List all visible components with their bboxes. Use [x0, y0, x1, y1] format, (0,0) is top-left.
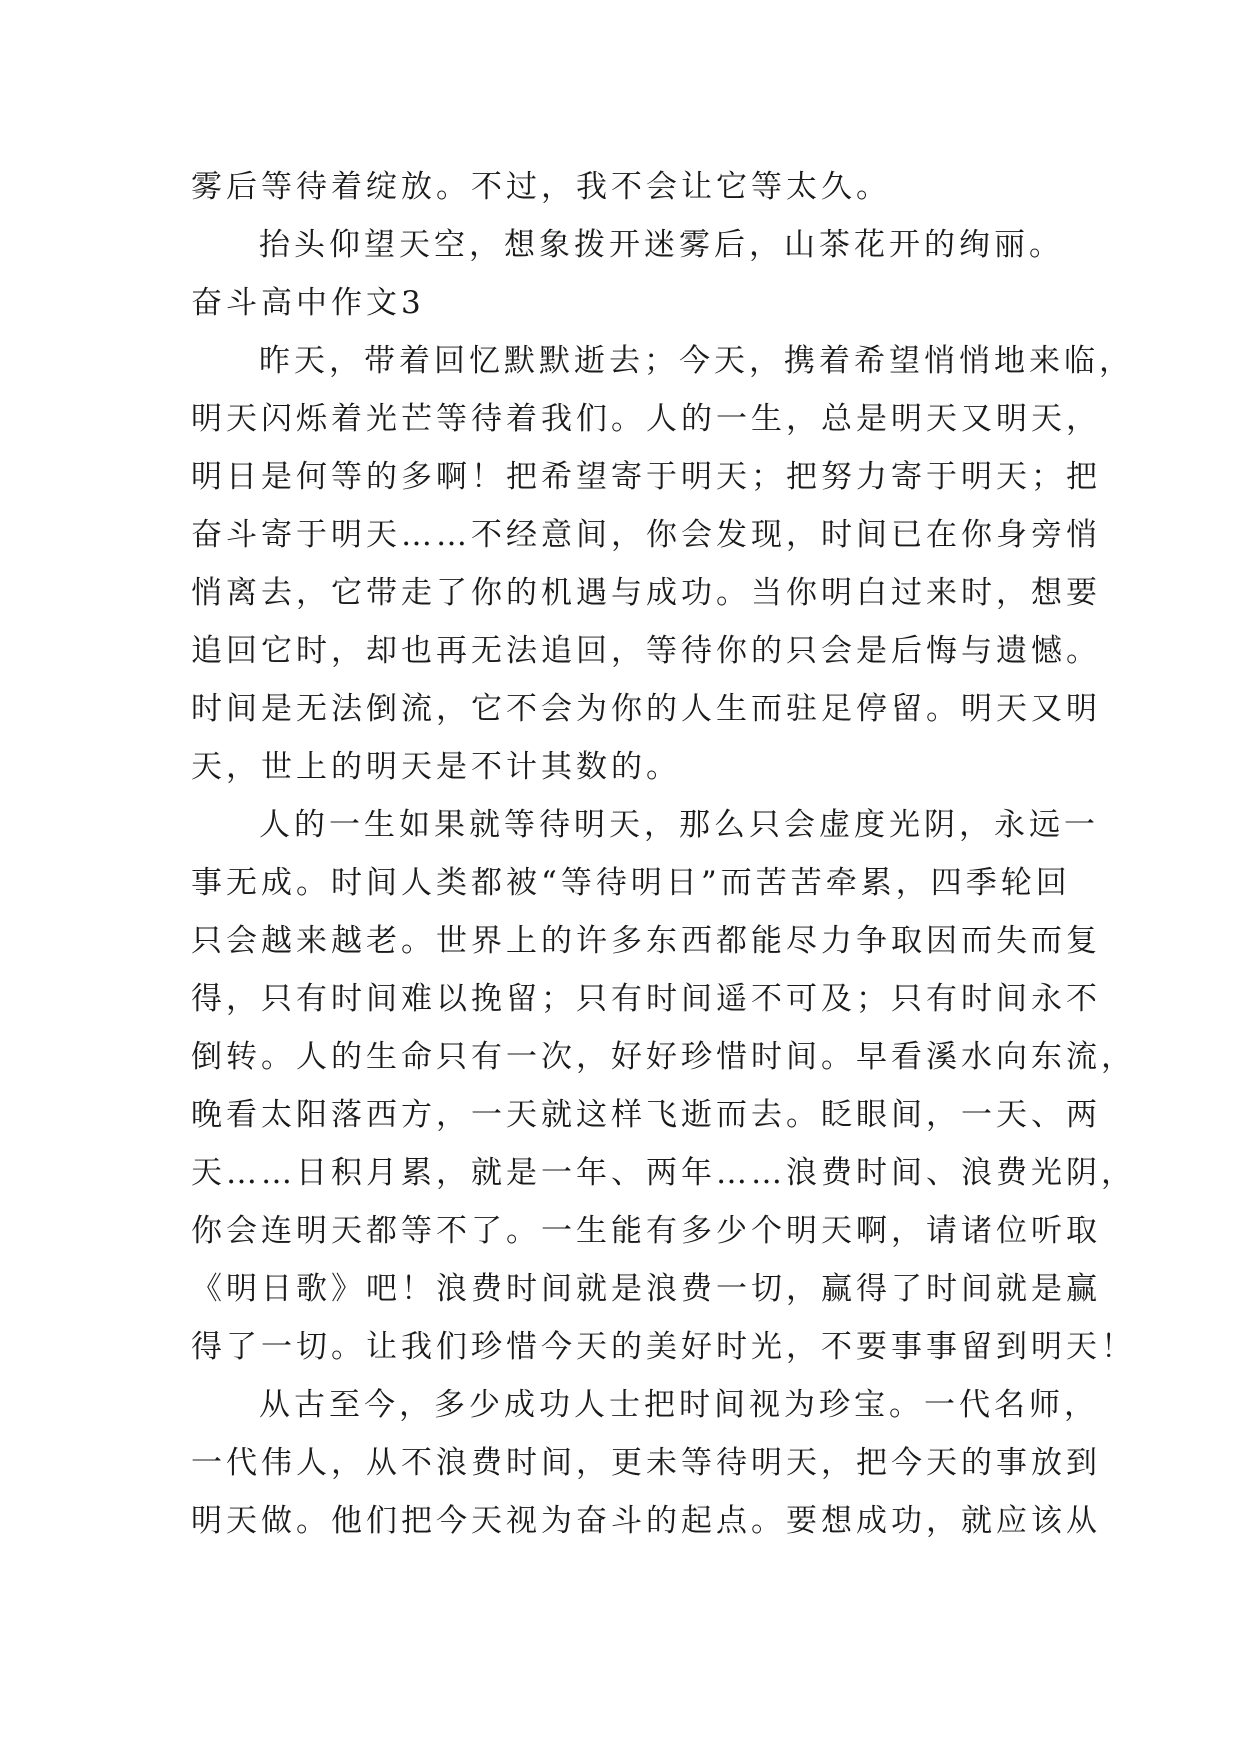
heading-text: 奋斗高中作文3: [191, 285, 425, 321]
text-line: 《明日歌》吧！浪费时间就是浪费一切，赢得了时间就是赢: [191, 1271, 1101, 1307]
text-line: 事无成。时间人类都被“等待明日”而苦苦牵累，四季轮回: [191, 865, 1071, 901]
text-line: 你会连明天都等不了。一生能有多少个明天啊，请诸位听取: [191, 1213, 1101, 1249]
document-body: [191, 158, 1136, 1550]
text-line: 明天做。他们把今天视为奋斗的起点。要想成功，就应该从: [191, 1503, 1101, 1539]
text-line: 明天闪烁着光芒等待着我们。人的一生，总是明天又明天，: [191, 401, 1101, 437]
text-line: 悄离去，它带走了你的机遇与成功。当你明白过来时，想要: [191, 575, 1101, 611]
text-line: 一代伟人，从不浪费时间，更未等待明天，把今天的事放到: [191, 1445, 1101, 1481]
text-line: 得，只有时间难以挽留；只有时间遥不可及；只有时间永不: [191, 981, 1101, 1017]
section-heading: [191, 274, 1061, 332]
text-line: 天，世上的明天是不计其数的。: [191, 749, 681, 785]
text-line: 得了一切。让我们珍惜今天的美好时光，不要事事留到明天！: [191, 1329, 1136, 1365]
paragraph-continued: [191, 158, 1061, 216]
paragraph: [191, 332, 1134, 796]
text-line: 时间是无法倒流，它不会为你的人生而驻足停留。明天又明: [191, 691, 1101, 727]
text-line: 晚看太阳落西方，一天就这样飞逝而去。眨眼间，一天、两: [191, 1097, 1101, 1133]
paragraph: [191, 796, 1136, 1376]
text-line: 人的一生如果就等待明天，那么只会虚度光阴，永远一: [259, 807, 1099, 843]
text-line: 只会越来越老。世界上的许多东西都能尽力争取因而失而复: [191, 923, 1101, 959]
text-line: 奋斗寄于明天……不经意间，你会发现，时间已在你身旁悄: [191, 517, 1101, 553]
paragraph: [191, 216, 1064, 274]
paragraph: [191, 1376, 1101, 1550]
text-line: 追回它时，却也再无法追回，等待你的只会是后悔与遗憾。: [191, 633, 1101, 669]
text-line: 明日是何等的多啊！把希望寄于明天；把努力寄于明天；把: [191, 459, 1101, 495]
text-line: 抬头仰望天空，想象拨开迷雾后，山茶花开的绚丽。: [259, 227, 1064, 263]
text-line: 天……日积月累，就是一年、两年……浪费时间、浪费光阴，: [191, 1155, 1136, 1191]
text-line: 昨天，带着回忆默默逝去；今天，携着希望悄悄地来临，: [259, 343, 1134, 379]
text-line: 从古至今，多少成功人士把时间视为珍宝。一代名师，: [259, 1387, 1099, 1423]
text-line: 雾后等待着绽放。不过，我不会让它等太久。: [191, 169, 891, 205]
text-line: 倒转。人的生命只有一次，好好珍惜时间。早看溪水向东流，: [191, 1039, 1136, 1075]
